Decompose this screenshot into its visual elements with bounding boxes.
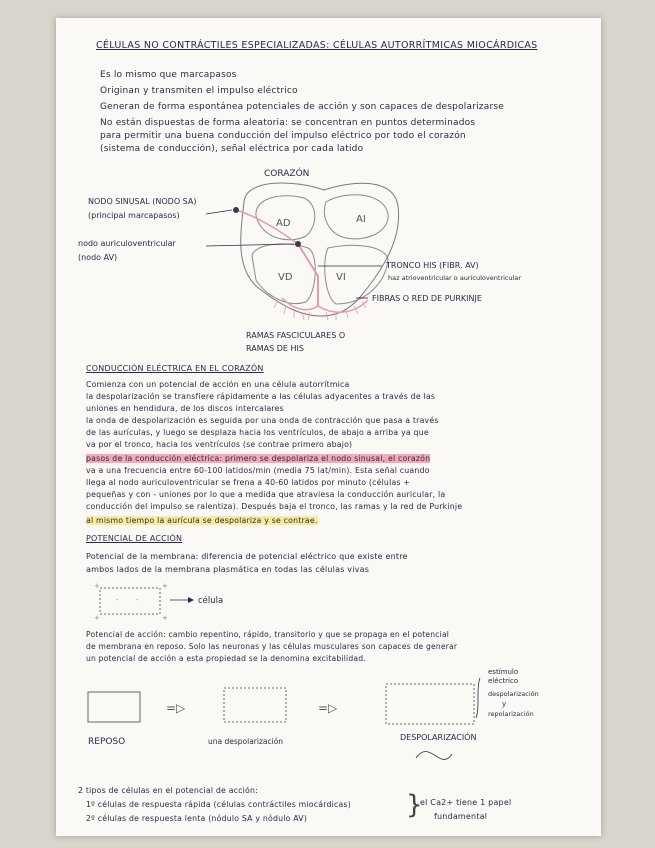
av-pointer bbox=[206, 244, 294, 246]
highlight-mismo-tiempo: al mismo tiempo la aurícula se despolariza y se contrae. bbox=[86, 516, 318, 525]
tipo-2: 2º células de respuesta lenta (nódulo SA y nódulo AV) bbox=[86, 814, 308, 823]
intro-line-4: No están dispuestas de forma aleatoria: se concentran en puntos determinados bbox=[100, 118, 476, 128]
accion-line-2: de membrana en reposo. Solo las neuronas y las células musculares son capaces de generar bbox=[86, 642, 458, 651]
tipos-brace: } bbox=[406, 790, 423, 820]
conduccion-line-9: llega al nodo auriculoventricular se frena a 40-60 latidos por minuto (células + bbox=[86, 478, 411, 487]
depolarization-sketch bbox=[56, 668, 601, 778]
label-reposo: reposo bbox=[88, 737, 126, 747]
conduccion-line-12 bbox=[86, 516, 318, 525]
label-purkinje: fibras o red de Purkinje bbox=[372, 294, 482, 303]
label-his-sub: haz atrioventricular o auriculoventricular bbox=[388, 274, 522, 282]
label-despolarizacion: despolarización bbox=[400, 733, 477, 742]
label-av-node: nodo auriculoventricular bbox=[78, 239, 176, 248]
brace-note-2: fundamental bbox=[434, 812, 488, 821]
label-stimulus-2: eléctrico bbox=[488, 677, 519, 685]
conduccion-line-8: va a una frecuencia entre 60-100 latidos/min (media 75 lat/min). Esta señal cuando bbox=[86, 466, 430, 475]
label-phase-1: despolarización bbox=[488, 690, 539, 698]
conduccion-line-5: de las aurículas, y luego se desplaza hacia los ventrículos, de abajo a arriba ya que bbox=[86, 428, 429, 437]
svg-text:+: + bbox=[94, 614, 100, 622]
conduccion-line-3: uniones en hendidura, de los discos intercalares bbox=[86, 404, 284, 413]
brace-note-1: el Ca2+ tiene 1 papel bbox=[420, 798, 512, 807]
squiggle bbox=[416, 751, 452, 759]
label-av-sub: (nodo AV) bbox=[78, 253, 118, 262]
tipo-1: 1º células de respuesta rápida (células contráctiles miocárdicas) bbox=[86, 800, 351, 809]
label-his: tronco His (fibr. AV) bbox=[386, 261, 479, 270]
conduccion-line-2: la despolarización se transfiere rápidamente a las células adyacentes a través de las bbox=[86, 392, 436, 401]
cell-rect bbox=[100, 588, 160, 614]
highlight-pasos: pasos de la conducción eléctrica: primero se despolariza el nodo sinusal, el corazón bbox=[86, 454, 431, 463]
cell-membrane-sketch bbox=[56, 578, 601, 628]
intro-line-3: Generan de forma espontánea potenciales de acción y son capaces de despolarizarse bbox=[100, 102, 504, 112]
heart-diagram bbox=[56, 156, 601, 356]
conduccion-line-7 bbox=[86, 454, 430, 463]
tipos-heading: 2 tipos de células en el potencial de acción: bbox=[78, 786, 258, 795]
full-despol-rect bbox=[386, 684, 474, 724]
svg-text:-: - bbox=[136, 596, 139, 604]
sa-pointer bbox=[206, 210, 232, 214]
label-vd: VD bbox=[278, 272, 293, 283]
intro-line-2: Originan y transmiten el impulso eléctrico bbox=[100, 86, 298, 96]
svg-text:-: - bbox=[116, 596, 119, 604]
label-despol: una despolarización bbox=[208, 737, 284, 746]
label-sa-node: nodo sinusal (nodo SA) bbox=[88, 197, 197, 206]
arrow-1: =▷ bbox=[166, 701, 186, 715]
label-ai: AI bbox=[356, 214, 366, 225]
notebook-page bbox=[56, 18, 601, 836]
label-ramas: ramas fasciculares o bbox=[246, 331, 346, 340]
label-sa-sub: (principal marcapasos) bbox=[88, 211, 180, 220]
section-heading-conduccion: CONDUCCIÓN ELÉCTRICA EN EL CORAZÓN bbox=[86, 364, 264, 373]
accion-line-3: un potencial de acción a esta propiedad se la denomina excitabilidad. bbox=[86, 654, 366, 663]
label-phase-2: repolarización bbox=[488, 710, 534, 718]
intro-line-1: Es lo mismo que marcapasos bbox=[100, 70, 237, 80]
conduccion-line-4: la onda de despolarización es seguida por una onda de contracción que pasa a través bbox=[86, 416, 439, 425]
svg-text:+: + bbox=[162, 614, 168, 622]
conduccion-line-1: Comienza con un potencial de acción en una célula autorrítmica bbox=[86, 380, 350, 389]
despol-rect bbox=[224, 688, 286, 722]
membrana-line-2: ambos lados de la membrana plasmática en todas las células vivas bbox=[86, 565, 370, 574]
intro-line-6: (sistema de conducción), señal eléctrica por cada latido bbox=[100, 144, 364, 154]
accion-line-1: Potencial de acción: cambio repentino, rápido, transitorio y que se propaga en el potencial bbox=[86, 630, 450, 639]
cell-arrow-head bbox=[188, 597, 194, 603]
label-stimulus-1: estímulo bbox=[488, 668, 519, 676]
conduccion-line-11: conducción del impulso se ralentiza). Después baja el tronco, las ramas y la red de Purkinje bbox=[86, 502, 463, 511]
svg-text:+: + bbox=[94, 582, 100, 590]
label-ad: AD bbox=[276, 218, 291, 229]
section-heading-potencial: POTENCIAL DE ACCIÓN bbox=[86, 534, 183, 543]
page-title: CÉLULAS NO CONTRÁCTILES ESPECIALIZADAS: CÉLULAS AUTORRÍTMICAS MIOCÁRDICAS bbox=[96, 40, 538, 51]
label-phase-y: y bbox=[502, 700, 507, 708]
svg-text:+: + bbox=[162, 582, 168, 590]
phase-brace bbox=[476, 678, 480, 718]
label-celula: célula bbox=[198, 596, 224, 606]
reposo-rect bbox=[88, 692, 140, 722]
label-vi: VI bbox=[336, 272, 346, 283]
arrow-2: =▷ bbox=[318, 701, 338, 715]
heart-title: CORAZÓN bbox=[264, 169, 310, 179]
intro-line-5: para permitir una buena conducción del impulso eléctrico por todo el corazón bbox=[100, 131, 466, 141]
membrana-line-1: Potencial de la membrana: diferencia de potencial eléctrico que existe entre bbox=[86, 552, 408, 561]
label-ramas-2: ramas de His bbox=[246, 344, 304, 353]
av-node-dot bbox=[295, 241, 301, 247]
sa-node-dot bbox=[233, 207, 239, 213]
conduccion-line-10: pequeñas y con - uniones por lo que a medida que atraviesa la conducción auricular, la bbox=[86, 490, 446, 499]
conduccion-line-6: va por el tronco, hacia los ventrículos (se contrae primero abajo) bbox=[86, 440, 353, 449]
